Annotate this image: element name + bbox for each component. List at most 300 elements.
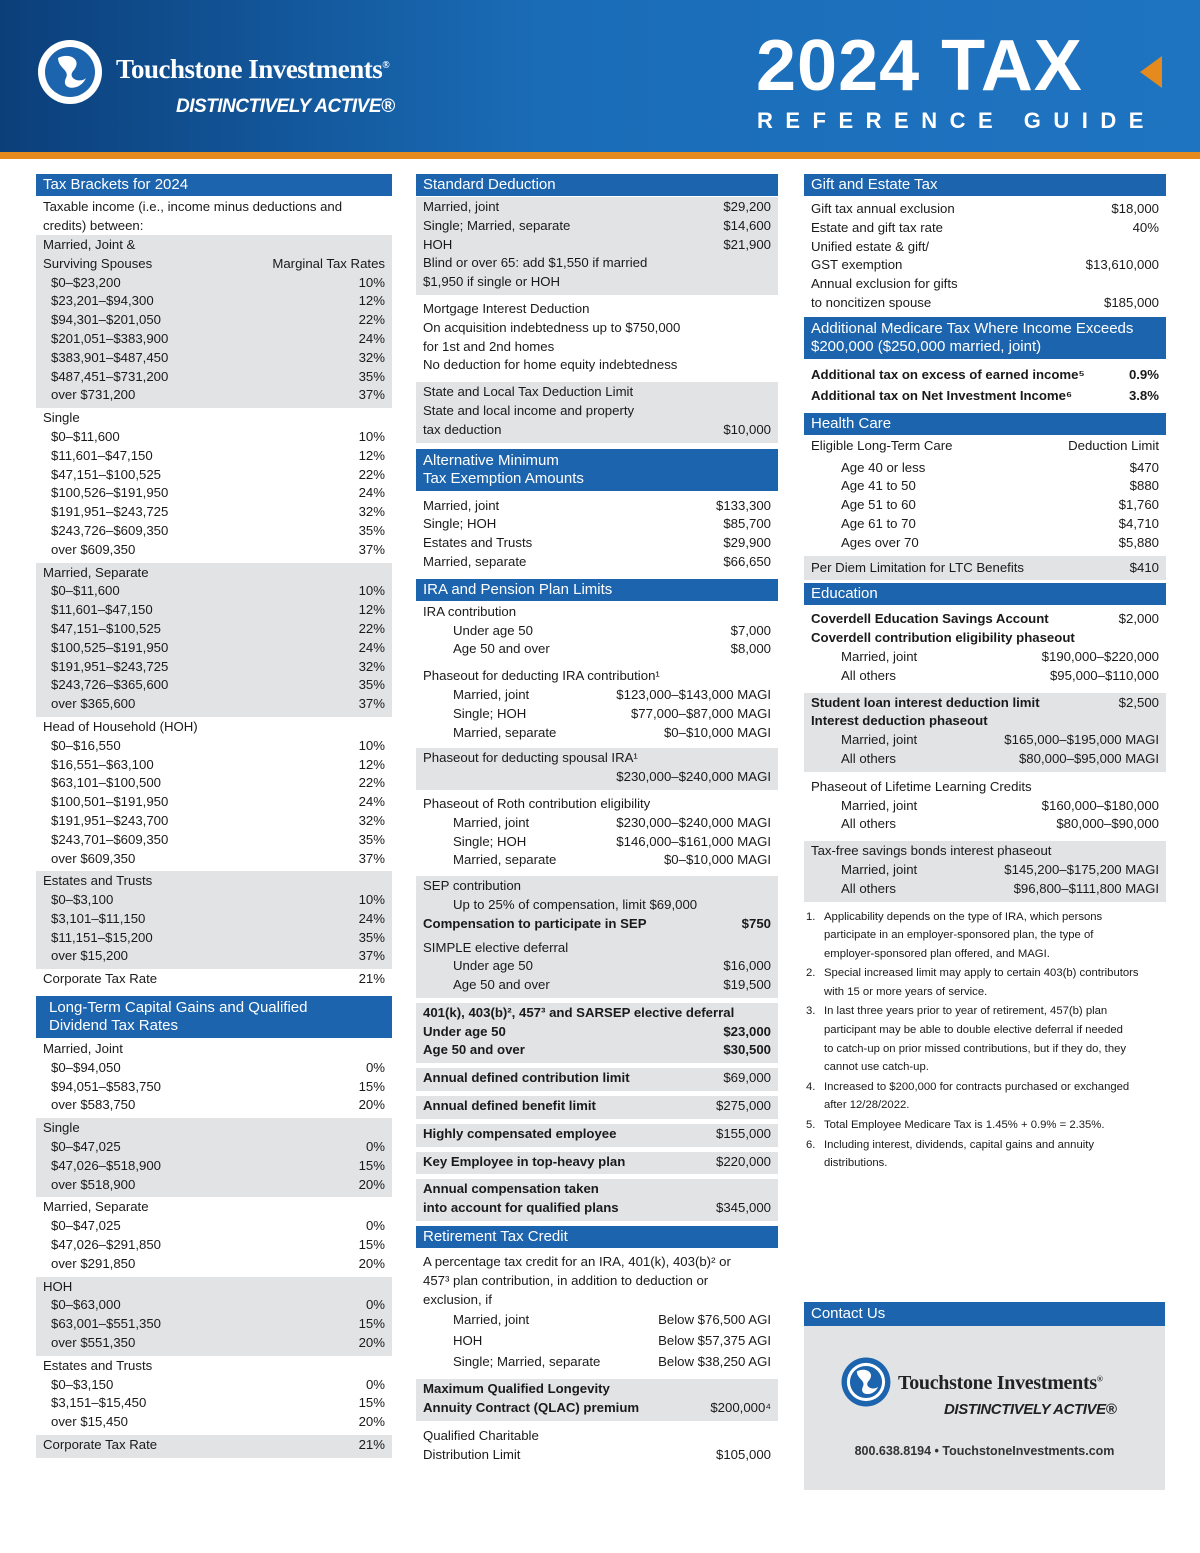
bracket-rows bbox=[43, 564, 385, 714]
row-value: 24% bbox=[358, 330, 385, 346]
corporate-tax-rate bbox=[36, 969, 392, 992]
group-label-row bbox=[43, 255, 385, 274]
row-value: $2,500 bbox=[1118, 694, 1159, 710]
row-value: $7,000 bbox=[730, 622, 771, 638]
table-row bbox=[811, 534, 1159, 553]
row-value: $230,000–$240,000 MAGI bbox=[616, 814, 771, 830]
row-label: $0–$47,025 bbox=[51, 1218, 121, 1234]
contact-brand: Touchstone Investments® bbox=[898, 1372, 1103, 1394]
table-row bbox=[43, 1236, 385, 1255]
note-line: Blind or over 65: add $1,550 if married bbox=[423, 255, 648, 271]
header-line: Long-Term Capital Gains and Qualified bbox=[49, 999, 308, 1017]
table-row bbox=[43, 1436, 385, 1455]
row-value: 22% bbox=[358, 466, 385, 482]
table-row bbox=[43, 1157, 385, 1176]
section-header-ira: IRA and Pension Plan Limits bbox=[416, 579, 778, 601]
text-line: No deduction for home equity indebtedness bbox=[423, 357, 678, 373]
table-row bbox=[43, 793, 385, 812]
table-row bbox=[423, 553, 771, 572]
capgains-rows bbox=[43, 1040, 385, 1115]
footnote-line: Including interest, dividends, capital gains and annuity bbox=[824, 1138, 1095, 1151]
table-row bbox=[811, 559, 1159, 578]
row-value: 10% bbox=[358, 583, 385, 599]
page-title: 2024 TAX bbox=[756, 26, 1083, 106]
row-value: 20% bbox=[358, 1414, 385, 1430]
table-row bbox=[43, 292, 385, 311]
row-label: Annual defined contribution limit bbox=[423, 1070, 630, 1086]
table-row bbox=[423, 640, 771, 659]
row-label: over $731,200 bbox=[51, 387, 136, 403]
table-row bbox=[43, 1255, 385, 1274]
table-row bbox=[423, 515, 771, 534]
section-header-education: Education bbox=[804, 583, 1166, 605]
footnote-text bbox=[824, 964, 1139, 1001]
footnotes bbox=[804, 902, 1166, 1173]
row-value: $4,710 bbox=[1118, 515, 1159, 531]
row-label: Corporate Tax Rate bbox=[43, 971, 158, 987]
group-label: Married, Separate bbox=[43, 564, 149, 580]
row-label: Married, joint bbox=[841, 797, 918, 813]
capgains-hoh bbox=[36, 1277, 392, 1356]
row-value: 0% bbox=[365, 1218, 385, 1234]
row-value: 0% bbox=[365, 1376, 385, 1392]
capgains-married-joint bbox=[36, 1039, 392, 1118]
footnote-number: 3. bbox=[806, 1005, 816, 1018]
row-value: 40% bbox=[1132, 219, 1159, 235]
header-banner bbox=[0, 0, 1200, 152]
row-value: $77,000–$87,000 MAGI bbox=[630, 705, 771, 721]
table-row bbox=[423, 705, 771, 724]
row-value: 15% bbox=[358, 1078, 385, 1094]
row-label: $0–$63,000 bbox=[51, 1297, 121, 1313]
row-label: $47,151–$100,525 bbox=[51, 466, 162, 482]
contact-line: 800.638.8194 • TouchstoneInvestments.com bbox=[854, 1444, 1115, 1458]
row-value: $5,880 bbox=[1118, 534, 1159, 550]
row-label: Married, joint bbox=[453, 814, 530, 830]
header-line: Alternative Minimum bbox=[423, 451, 559, 469]
row-label: over $583,750 bbox=[51, 1097, 136, 1113]
table-row bbox=[43, 910, 385, 929]
footnote bbox=[806, 964, 1162, 1001]
row-label: Age 50 and over bbox=[423, 1042, 525, 1058]
table-row bbox=[811, 815, 1159, 834]
row-label: $94,301–$201,050 bbox=[51, 312, 162, 328]
arrow-left-icon bbox=[1140, 56, 1162, 88]
row-label: $11,601–$47,150 bbox=[51, 447, 153, 463]
text-line: Qualified Charitable bbox=[423, 1428, 539, 1444]
row-label: $0–$47,025 bbox=[51, 1139, 121, 1155]
table-row bbox=[43, 676, 385, 695]
medicare-rows-block bbox=[804, 360, 1166, 409]
row-value: $146,000–$161,000 MAGI bbox=[616, 833, 771, 849]
row-label: Married, joint bbox=[841, 648, 918, 664]
block-title: IRA contribution bbox=[423, 603, 517, 619]
table-row bbox=[423, 497, 771, 516]
row-value: $69,000 bbox=[723, 1070, 771, 1086]
brand-name: Touchstone Investments® bbox=[116, 54, 390, 84]
row-value: $85,700 bbox=[723, 516, 771, 532]
row-label: over $609,350 bbox=[51, 850, 136, 866]
capgains-corporate bbox=[36, 1435, 392, 1458]
k401-rows bbox=[423, 1023, 771, 1061]
row-value: 12% bbox=[358, 447, 385, 463]
row-value: $220,000 bbox=[715, 1153, 771, 1169]
row-label: over $15,200 bbox=[51, 948, 128, 964]
row-value: $160,000–$180,000 bbox=[1041, 797, 1159, 813]
row-value: 35% bbox=[358, 677, 385, 693]
table-row bbox=[43, 1059, 385, 1078]
table-row bbox=[43, 812, 385, 831]
row-label: Married, joint bbox=[423, 199, 500, 214]
row-label: Compensation to participate in SEP bbox=[423, 915, 647, 931]
row-label: Married, separate bbox=[453, 852, 557, 868]
row-value: 24% bbox=[358, 910, 385, 926]
key-employee bbox=[416, 1152, 778, 1175]
brackets-married-separate bbox=[36, 563, 392, 717]
table-row bbox=[811, 459, 1159, 478]
row-label: Per Diem Limitation for LTC Benefits bbox=[811, 559, 1025, 575]
page-subtitle: REFERENCE GUIDE bbox=[757, 108, 1156, 133]
table-row bbox=[423, 1309, 771, 1330]
table-row bbox=[423, 976, 771, 995]
row-value: $80,000–$95,000 MAGI bbox=[1018, 750, 1159, 766]
footnote-line: Increased to $200,000 for contracts purchased or exchanged bbox=[824, 1080, 1130, 1093]
footnote-line: cannot use catch-up. bbox=[824, 1061, 929, 1074]
table-row bbox=[43, 1296, 385, 1315]
footnote-number: 4. bbox=[806, 1080, 816, 1093]
row-label: Estate and gift tax rate bbox=[811, 219, 943, 235]
row-label: $0–$94,050 bbox=[51, 1059, 121, 1075]
row-value: 0% bbox=[365, 1139, 385, 1155]
capgains-rows bbox=[43, 1357, 385, 1432]
table-row bbox=[43, 1096, 385, 1115]
row-value: $123,000–$143,000 MAGI bbox=[616, 686, 771, 702]
ira-phase-rows bbox=[423, 686, 771, 742]
footnote bbox=[806, 1002, 1162, 1076]
footnote-line: Total Employee Medicare Tax is 1.45% + 0.9% = 2.35%. bbox=[824, 1119, 1105, 1132]
salt-limit bbox=[416, 382, 778, 442]
table-row bbox=[423, 421, 771, 440]
row-value: $29,900 bbox=[723, 535, 771, 551]
row-value: 15% bbox=[358, 1237, 385, 1253]
annual-db-limit bbox=[416, 1096, 778, 1119]
capgains-rows bbox=[43, 1198, 385, 1273]
footnote-line: In last three years prior to year of retirement, 457(b) plan bbox=[824, 1005, 1108, 1018]
row-value: 22% bbox=[358, 312, 385, 328]
table-row bbox=[43, 891, 385, 910]
row-label: Age 50 and over bbox=[453, 977, 550, 993]
row-label: $100,526–$191,950 bbox=[51, 485, 169, 501]
footnote-line: with 15 or more years of service. bbox=[824, 985, 988, 998]
table-row bbox=[43, 1413, 385, 1432]
row-value: $880 bbox=[1129, 478, 1159, 494]
table-row bbox=[43, 1176, 385, 1195]
row-label: Ages over 70 bbox=[841, 534, 919, 550]
row-value: $145,200–$175,200 MAGI bbox=[1004, 861, 1159, 877]
health-care bbox=[804, 436, 1166, 556]
row-label: over $291,850 bbox=[51, 1255, 136, 1271]
row-label: Age 41 to 50 bbox=[841, 478, 916, 494]
table-row bbox=[43, 386, 385, 405]
spousal-ira-phaseout bbox=[416, 748, 778, 790]
group-label: Married, Joint bbox=[43, 1041, 123, 1057]
table-row bbox=[423, 1041, 771, 1060]
section-header-amt bbox=[416, 449, 778, 491]
row-value: $23,000 bbox=[723, 1023, 771, 1039]
table-row bbox=[423, 814, 771, 833]
row-label: Single; Married, separate bbox=[453, 1354, 601, 1370]
row-label: Single; HOH bbox=[453, 833, 527, 849]
row-label: Annual defined benefit limit bbox=[423, 1098, 596, 1114]
row-value: $230,000–$240,000 MAGI bbox=[616, 769, 771, 785]
section-header-contact: Contact Us bbox=[804, 1302, 1165, 1326]
brackets-intro bbox=[36, 197, 392, 235]
group-label: Head of Household (HOH) bbox=[43, 718, 198, 734]
block-title: SEP contribution bbox=[423, 878, 521, 894]
note-line: $1,950 if single or HOH bbox=[423, 274, 561, 290]
row-value: $14,600 bbox=[723, 217, 771, 233]
table-row bbox=[43, 639, 385, 658]
row-label: $191,951–$243,725 bbox=[51, 658, 169, 674]
row-label: All others bbox=[841, 880, 896, 896]
block-title: Mortgage Interest Deduction bbox=[423, 300, 590, 316]
text-line: On acquisition indebtedness up to $750,000 bbox=[423, 319, 681, 335]
row-value: 37% bbox=[358, 850, 385, 866]
row-value: $155,000 bbox=[715, 1125, 771, 1141]
table-row bbox=[423, 724, 771, 743]
row-value: 21% bbox=[358, 1437, 385, 1453]
row-label: $11,601–$47,150 bbox=[51, 602, 153, 618]
row-label: over $15,450 bbox=[51, 1414, 128, 1430]
row-label: Gift tax annual exclusion bbox=[811, 201, 955, 216]
column-heading: Deduction Limit bbox=[1068, 437, 1159, 453]
row-value: Below $38,250 AGI bbox=[658, 1354, 771, 1370]
footnote-text bbox=[824, 1078, 1129, 1115]
row-label: $63,001–$551,350 bbox=[51, 1316, 162, 1332]
table-row bbox=[43, 330, 385, 349]
401k-deferral bbox=[416, 1003, 778, 1063]
footnote-line: Special increased limit may apply to certain 403(b) contributors bbox=[824, 967, 1139, 980]
footnote-line: distributions. bbox=[824, 1157, 888, 1170]
roth-rows bbox=[423, 814, 771, 870]
group-label: Married, Separate bbox=[43, 1199, 149, 1215]
text-line: for 1st and 2nd homes bbox=[423, 338, 555, 354]
row-value: 15% bbox=[358, 1395, 385, 1411]
interest-rows bbox=[811, 731, 1159, 769]
table-row bbox=[811, 364, 1159, 385]
row-value: $185,000 bbox=[1103, 294, 1159, 310]
table-row bbox=[43, 503, 385, 522]
table-row bbox=[811, 515, 1159, 534]
row-value: $275,000 bbox=[715, 1098, 771, 1114]
row-value: $200,000⁴ bbox=[710, 1400, 771, 1416]
group-label: Surviving Spouses bbox=[43, 255, 153, 271]
row-value: 32% bbox=[358, 658, 385, 674]
per-diem bbox=[804, 556, 1166, 581]
header-line: Additional Medicare Tax Where Income Exceeds bbox=[811, 319, 1134, 337]
table-row bbox=[43, 774, 385, 793]
roth-phaseout bbox=[416, 794, 778, 873]
table-row bbox=[43, 1334, 385, 1353]
row-label: Married, joint bbox=[841, 732, 918, 748]
retirement-credit bbox=[416, 1249, 778, 1375]
row-label: $47,151–$100,525 bbox=[51, 620, 162, 636]
group-label: HOH bbox=[43, 1278, 73, 1294]
lifetime-learning bbox=[804, 777, 1166, 837]
text-line: A percentage tax credit for an IRA, 401(k), 403(b)² or bbox=[423, 1254, 731, 1270]
contact-tagline: DISTINCTIVELY ACTIVE® bbox=[944, 1401, 1117, 1418]
section-header-gift-estate: Gift and Estate Tax bbox=[804, 174, 1166, 196]
row-label: $0–$3,100 bbox=[51, 892, 114, 908]
table-row bbox=[43, 1217, 385, 1236]
table-row bbox=[43, 522, 385, 541]
table-row bbox=[43, 1078, 385, 1097]
row-value: 24% bbox=[358, 639, 385, 655]
section-header-capital-gains bbox=[36, 996, 392, 1038]
footnote-number: 2. bbox=[806, 967, 816, 980]
row-value: $190,000–$220,000 bbox=[1041, 648, 1159, 664]
row-label: $63,101–$100,500 bbox=[51, 775, 162, 791]
footnote bbox=[806, 908, 1162, 964]
row-value: 35% bbox=[358, 522, 385, 538]
table-row bbox=[43, 1394, 385, 1413]
table-row bbox=[811, 219, 1159, 238]
row-label: $11,151–$15,200 bbox=[51, 929, 153, 945]
footnote bbox=[806, 1136, 1162, 1173]
row-label: Highly compensated employee bbox=[423, 1125, 617, 1141]
touchstone-logo-icon bbox=[840, 1356, 892, 1408]
row-value: 15% bbox=[358, 1157, 385, 1173]
capgains-married-separate bbox=[36, 1197, 392, 1276]
row-label: Age 61 to 70 bbox=[841, 515, 916, 531]
row-value: 35% bbox=[358, 368, 385, 384]
footnote-line: to catch-up on prior missed contributions, but if they do, they bbox=[824, 1042, 1127, 1055]
row-label: $0–$16,550 bbox=[51, 737, 121, 753]
simple-rows bbox=[423, 957, 771, 995]
row-label: $0–$23,200 bbox=[51, 274, 121, 290]
capgains-estates bbox=[36, 1356, 392, 1435]
group-label: Married, Joint & bbox=[43, 237, 136, 252]
table-row bbox=[43, 620, 385, 639]
hce bbox=[416, 1124, 778, 1147]
table-row bbox=[811, 667, 1159, 686]
header-line: $200,000 ($250,000 married, joint) bbox=[811, 337, 1042, 355]
footnote-line: participant may be able to double elective deferral if needed bbox=[824, 1024, 1123, 1037]
row-label: $191,951–$243,725 bbox=[51, 504, 169, 520]
touchstone-logo-icon bbox=[36, 38, 104, 106]
row-label: Annuity Contract (QLAC) premium bbox=[423, 1400, 640, 1416]
mortgage-interest bbox=[416, 299, 778, 378]
rtc-rows bbox=[423, 1309, 771, 1372]
footnote-line: Applicability depends on the type of IRA, which persons bbox=[824, 910, 1103, 923]
table-row bbox=[423, 915, 771, 934]
table-row bbox=[43, 447, 385, 466]
footnote-number: 1. bbox=[806, 910, 816, 923]
row-value: 10% bbox=[358, 737, 385, 753]
row-value: $80,000–$90,000 bbox=[1056, 816, 1159, 832]
row-value: $10,000 bbox=[723, 421, 771, 437]
row-value: $0–$10,000 MAGI bbox=[663, 724, 771, 740]
row-label: $243,701–$609,350 bbox=[51, 831, 169, 847]
bracket-rows bbox=[43, 274, 385, 406]
table-row bbox=[43, 737, 385, 756]
brand-tagline: DISTINCTIVELY ACTIVE® bbox=[176, 96, 395, 117]
row-value: 35% bbox=[358, 929, 385, 945]
row-value: $133,300 bbox=[715, 497, 771, 513]
row-value: Below $57,375 AGI bbox=[658, 1333, 771, 1349]
coverdell-rows bbox=[811, 648, 1159, 686]
row-label: All others bbox=[841, 667, 896, 683]
table-row bbox=[423, 1199, 771, 1218]
row-value: 20% bbox=[358, 1176, 385, 1192]
row-value: 10% bbox=[358, 892, 385, 908]
row-value: $470 bbox=[1129, 459, 1159, 475]
brackets-estates bbox=[36, 871, 392, 969]
row-value: 12% bbox=[358, 756, 385, 772]
row-value: 12% bbox=[358, 293, 385, 309]
row-value: $1,760 bbox=[1118, 497, 1159, 513]
bond-rows bbox=[811, 861, 1159, 899]
row-value: 21% bbox=[358, 971, 385, 987]
row-label: to noncitizen spouse bbox=[811, 294, 932, 310]
block-title: Phaseout of Lifetime Learning Credits bbox=[811, 778, 1032, 794]
table-row bbox=[423, 1351, 771, 1372]
gift-estate bbox=[804, 197, 1166, 316]
row-value: $19,500 bbox=[723, 977, 771, 993]
table-row bbox=[423, 686, 771, 705]
table-row bbox=[423, 622, 771, 641]
column-heading: Eligible Long-Term Care bbox=[811, 437, 953, 453]
row-label: Key Employee in top-heavy plan bbox=[423, 1153, 626, 1169]
table-row bbox=[811, 648, 1159, 667]
table-row bbox=[423, 1153, 771, 1172]
table-row bbox=[43, 850, 385, 869]
row-value: 24% bbox=[358, 485, 385, 501]
row-label: Single; HOH bbox=[423, 516, 497, 532]
text-line: Annual exclusion for gifts bbox=[811, 276, 958, 292]
table-row bbox=[423, 1097, 771, 1116]
table-row bbox=[43, 466, 385, 485]
table-row bbox=[43, 349, 385, 368]
row-value: 22% bbox=[358, 775, 385, 791]
table-row bbox=[811, 797, 1159, 816]
ira-phaseout bbox=[416, 666, 778, 745]
row-label: $3,151–$15,450 bbox=[51, 1395, 147, 1411]
header-accent-bar bbox=[0, 152, 1200, 159]
coverdell bbox=[804, 606, 1166, 688]
row-label: Under age 50 bbox=[453, 958, 533, 974]
row-value: 10% bbox=[358, 274, 385, 290]
group-label: Single bbox=[43, 410, 80, 426]
group-label: Estates and Trusts bbox=[43, 1357, 153, 1373]
amt-rows-block bbox=[416, 492, 778, 575]
row-label: $23,201–$94,300 bbox=[51, 293, 154, 309]
std-rows bbox=[423, 198, 771, 254]
row-label: HOH bbox=[453, 1333, 483, 1349]
row-label: $47,026–$291,850 bbox=[51, 1237, 162, 1253]
capgains-rows bbox=[43, 1119, 385, 1194]
row-value: 32% bbox=[358, 812, 385, 828]
row-label: Married, joint bbox=[453, 686, 530, 702]
table-row bbox=[43, 601, 385, 620]
table-row bbox=[423, 1023, 771, 1042]
footnote-line: participate in an employer-sponsored plan, the type of bbox=[824, 929, 1094, 942]
row-label: over $551,350 bbox=[51, 1335, 136, 1351]
row-label: $243,726–$365,600 bbox=[51, 677, 169, 693]
standard-deduction bbox=[416, 197, 778, 295]
table-row bbox=[43, 311, 385, 330]
row-label: Single; HOH bbox=[453, 705, 527, 721]
